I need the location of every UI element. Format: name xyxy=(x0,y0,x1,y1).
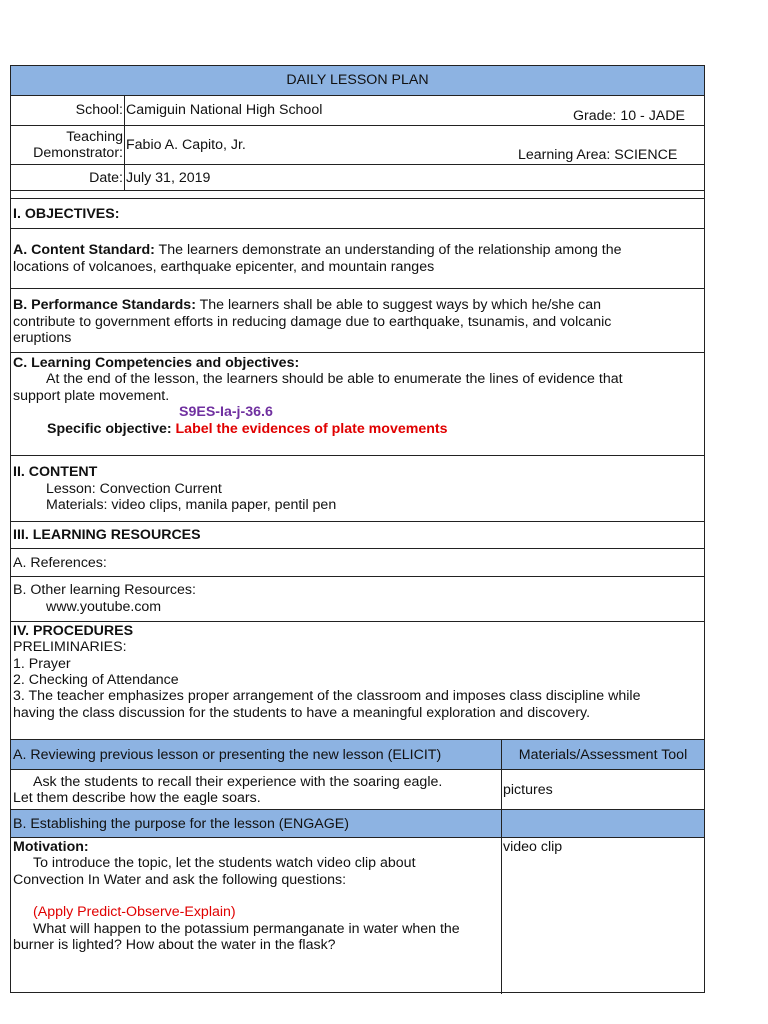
lesson-plan-table xyxy=(10,65,705,993)
grade-text: Grade: 10 - JADE xyxy=(573,108,685,124)
content-standard-label: A. Content Standard: xyxy=(13,242,155,258)
specific-objective-value: Label the evidences of plate movements xyxy=(171,421,448,437)
content-materials: Materials: video clips, manila paper, pentil pen xyxy=(46,497,337,513)
teacher-label: Demonstrator: xyxy=(33,145,123,161)
divider xyxy=(124,95,125,190)
procedure-item: 1. Prayer xyxy=(13,656,71,672)
procedures-heading: IV. PROCEDURES xyxy=(13,623,134,639)
competencies-line: support plate movement. xyxy=(13,388,170,404)
learning-area: Learning Area: SCIENCE xyxy=(518,147,678,163)
date-value: July 31, 2019 xyxy=(126,170,211,186)
engage-line: Convection In Water and ask the following questions: xyxy=(13,872,347,888)
engage-tool: video clip xyxy=(503,839,563,855)
content-standard-line: locations of volcanoes, earthquake epicenter, and mountain ranges xyxy=(13,259,435,275)
elicit-tool: pictures xyxy=(503,782,553,798)
motivation-label: Motivation: xyxy=(13,839,89,855)
references-label: A. References: xyxy=(13,555,107,571)
divider xyxy=(11,621,704,622)
divider xyxy=(11,521,704,522)
resource-url: www.youtube.com xyxy=(46,599,162,615)
poe-note: (Apply Predict-Observe-Explain) xyxy=(33,904,236,920)
content-lesson: Lesson: Convection Current xyxy=(46,481,222,497)
divider xyxy=(11,95,704,96)
divider xyxy=(11,455,704,456)
elicit-header: A. Reviewing previous lesson or presenting the new lesson (ELICIT) xyxy=(13,747,442,763)
procedure-item: 3. The teacher emphasizes proper arrangement of the classroom and imposes class discipline while xyxy=(13,688,641,704)
school-value: Camiguin National High School xyxy=(126,102,323,118)
engage-line: To introduce the topic, let the students watch video clip about xyxy=(33,855,416,871)
specific-objective xyxy=(47,421,448,437)
divider xyxy=(11,164,704,165)
performance-standard-line: B. Performance Standards: The learners shall be able to suggest ways by which he/she can xyxy=(13,297,602,313)
objectives-heading: I. OBJECTIVES: xyxy=(13,206,120,222)
teacher-value: Fabio A. Capito, Jr. xyxy=(126,137,246,153)
engage-question: What will happen to the potassium permanganate in water when the xyxy=(33,921,460,937)
engage-question: burner is lighted? How about the water in the flask? xyxy=(13,937,336,953)
divider xyxy=(11,576,704,577)
divider xyxy=(11,548,704,549)
performance-standard-label: B. Performance Standards: xyxy=(13,297,196,313)
competency-code: S9ES-Ia-j-36.6 xyxy=(179,404,273,420)
divider xyxy=(11,769,704,770)
competencies-heading: C. Learning Competencies and objectives: xyxy=(13,355,300,371)
document-title: DAILY LESSON PLAN xyxy=(286,72,429,88)
divider xyxy=(11,198,704,199)
performance-standard-line: contribute to government efforts in reducing damage due to earthquake, tsunamis, and volcanic xyxy=(13,314,612,330)
tool-header: Materials/Assessment Tool xyxy=(518,747,688,763)
content-heading: II. CONTENT xyxy=(13,464,98,480)
divider xyxy=(501,740,502,994)
procedure-item: 2. Checking of Attendance xyxy=(13,672,179,688)
divider xyxy=(11,228,704,229)
preliminaries-label: PRELIMINARIES: xyxy=(13,639,127,655)
content-standard-line: A. Content Standard: The learners demonstrate an understanding of the relationship among the xyxy=(13,242,622,258)
divider xyxy=(11,288,704,289)
performance-standard-line: eruptions xyxy=(13,330,72,346)
competencies-line: At the end of the lesson, the learners should be able to enumerate the lines of evidence that xyxy=(46,371,623,387)
elicit-line: Ask the students to recall their experience with the soaring eagle. xyxy=(33,774,443,790)
elicit-line: Let them describe how the eagle soars. xyxy=(13,790,261,806)
engage-header: B. Establishing the purpose for the lesson (ENGAGE) xyxy=(13,816,349,832)
resources-heading: III. LEARNING RESOURCES xyxy=(13,527,201,543)
school-label: School: xyxy=(75,102,123,118)
divider xyxy=(11,190,704,191)
specific-objective-label: Specific objective: xyxy=(47,421,172,437)
teacher-label: Teaching xyxy=(66,129,123,145)
procedure-item: having the class discussion for the students to have a meaningful exploration and discovery. xyxy=(13,705,591,721)
other-resources-label: B. Other learning Resources: xyxy=(13,582,196,598)
date-label: Date: xyxy=(89,170,123,186)
divider xyxy=(11,837,704,838)
divider xyxy=(11,125,704,126)
divider xyxy=(11,352,704,353)
